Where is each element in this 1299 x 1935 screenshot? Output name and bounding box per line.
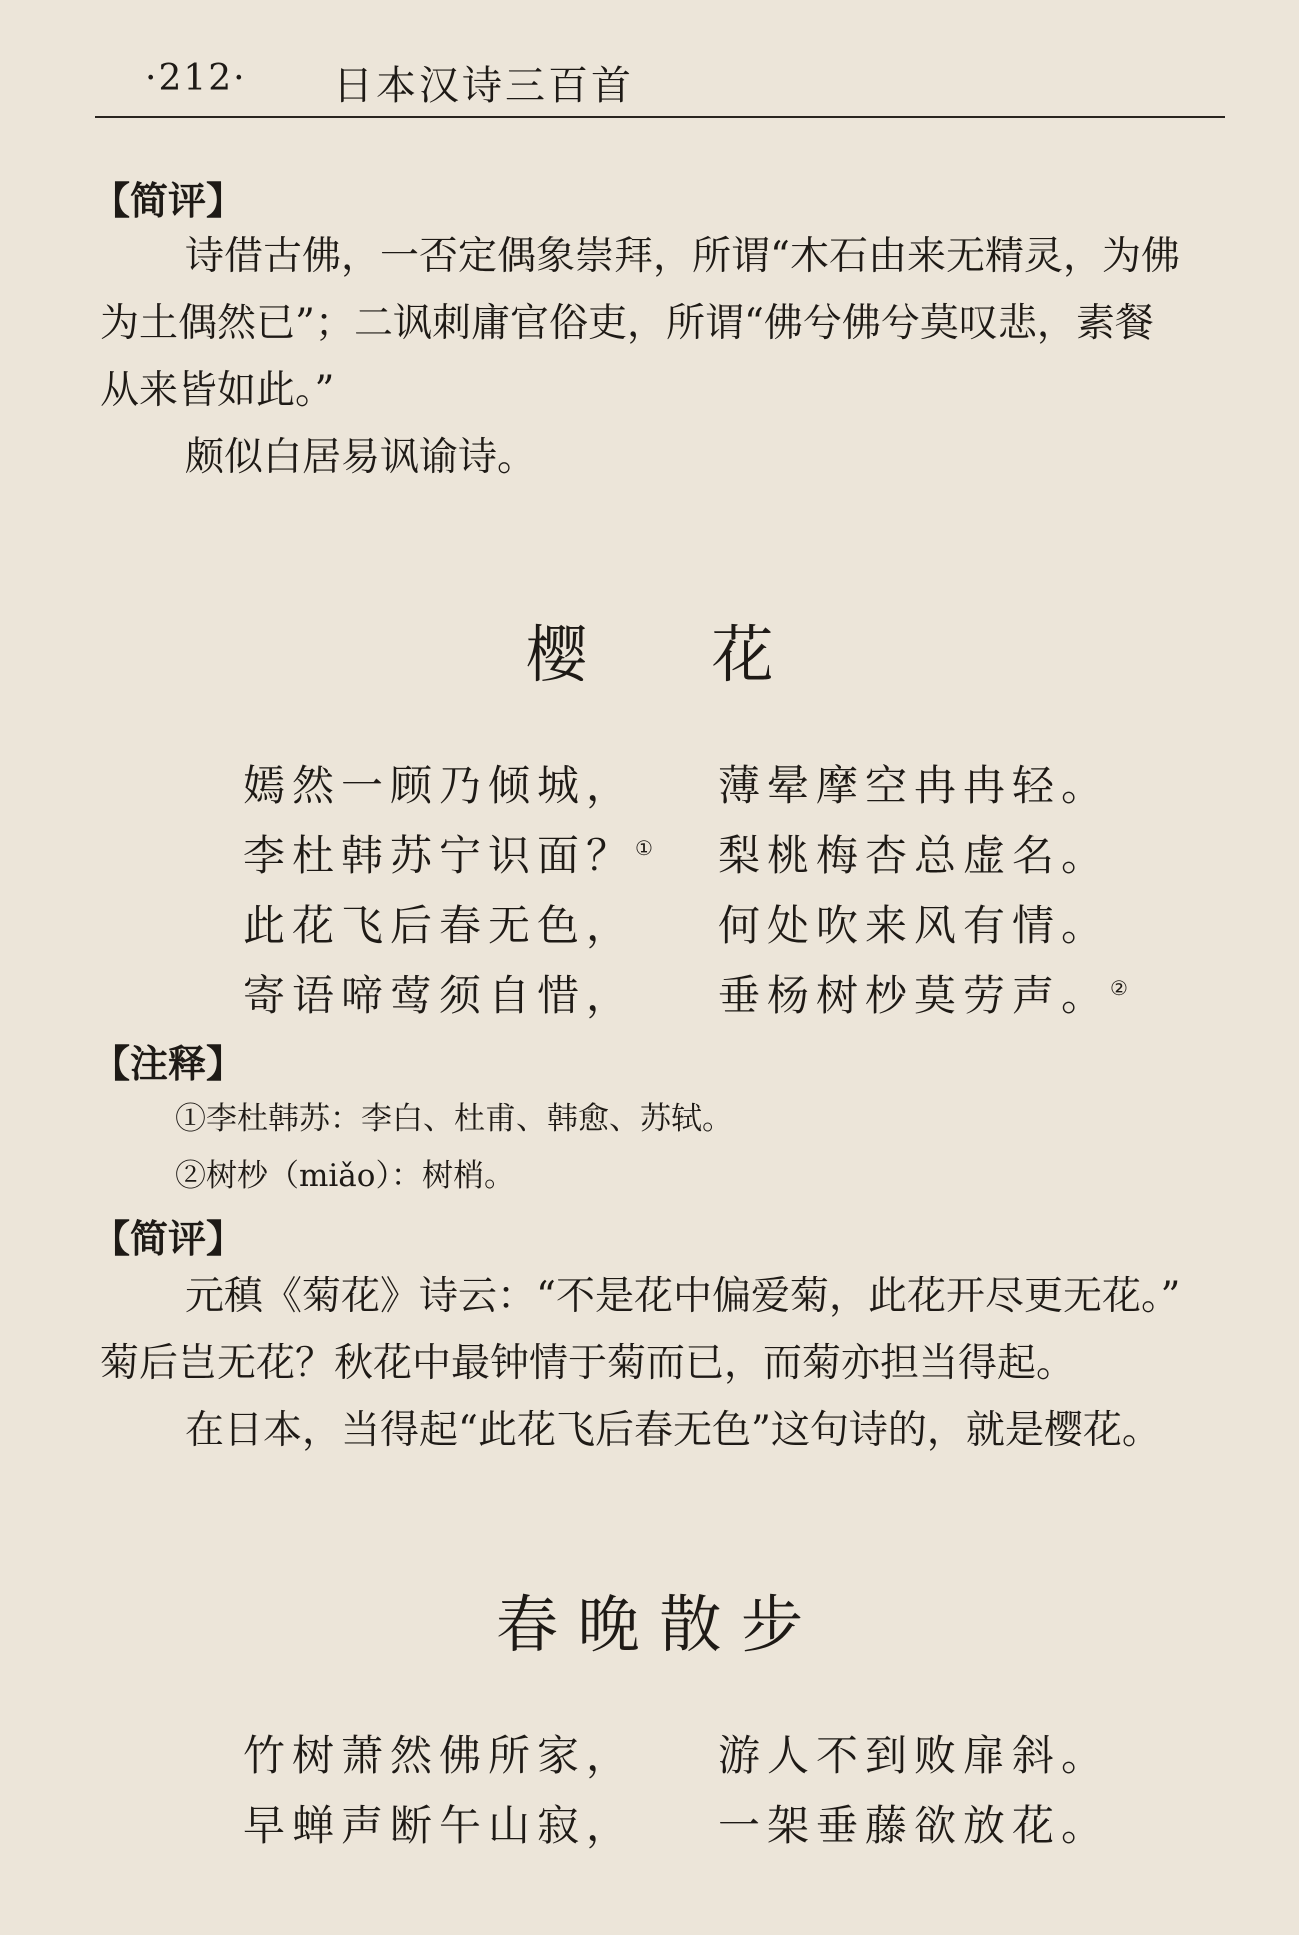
poem-line-right: 何处吹来风有情。 [718,901,1111,950]
poem-line-left: 早蝉声断午山寂， [243,1801,636,1850]
poem-line-left [243,823,653,883]
running-title: 日本汉诗三百首 [333,63,634,109]
review-paragraph-line: 从来皆如此。” [100,368,335,413]
poem-line-left: 竹树萧然佛所家， [243,1731,636,1780]
poem-line-text: 垂杨树杪莫劳声。 [718,971,1111,1020]
review-paragraph-line: 诗借古佛，一否定偶象崇拜，所谓“木石由来无精灵，为佛 [185,234,1180,279]
poem-line-right [718,963,1128,1023]
page-number: ·212· [145,58,247,99]
review-label: 【简评】 [92,179,245,223]
poem-line-text: 李杜韩苏宁识面？ [243,831,636,880]
header-rule [95,116,1225,118]
poem-line-left: 嫣然一顾乃倾城， [243,761,636,810]
poem-line-right: 游人不到败扉斜。 [718,1731,1111,1780]
footnote-marker: ② [1110,976,1128,1000]
poem-line-left: 寄语啼莺须自惜， [243,971,636,1020]
notes-label: 【注释】 [92,1042,245,1086]
footnote: ①李杜韩苏：李白、杜甫、韩愈、苏轼。 [175,1101,733,1137]
footnote: ②树杪（miǎo）：树梢。 [175,1158,515,1194]
poem-line-right: 一架垂藤欲放花。 [718,1801,1111,1850]
review-paragraph-line: 元稹《菊花》诗云：“不是花中偏爱菊，此花开尽更无花。” [185,1274,1181,1319]
review-paragraph-line: 为土偶然已”；二讽刺庸官俗吏，所谓“佛兮佛兮莫叹悲，素餐 [100,301,1154,346]
poem-line-right: 梨桃梅杏总虚名。 [718,831,1111,880]
poem-line-left: 此花飞后春无色， [243,901,636,950]
review-paragraph-line: 颇似白居易讽谕诗。 [185,435,537,480]
poem-line-right: 薄晕摩空冉冉轻。 [718,761,1111,810]
review-paragraph-line: 在日本，当得起“此花飞后春无色”这句诗的，就是樱花。 [185,1408,1161,1453]
review-paragraph-line: 菊后岂无花？秋花中最钟情于菊而已，而菊亦担当得起。 [100,1341,1076,1386]
poem-title: 春 晚 散 步 [495,1588,804,1661]
poem-title: 樱 花 [525,618,774,691]
page-header [95,50,1225,110]
footnote-marker: ① [635,836,653,860]
review-label: 【简评】 [92,1217,245,1261]
